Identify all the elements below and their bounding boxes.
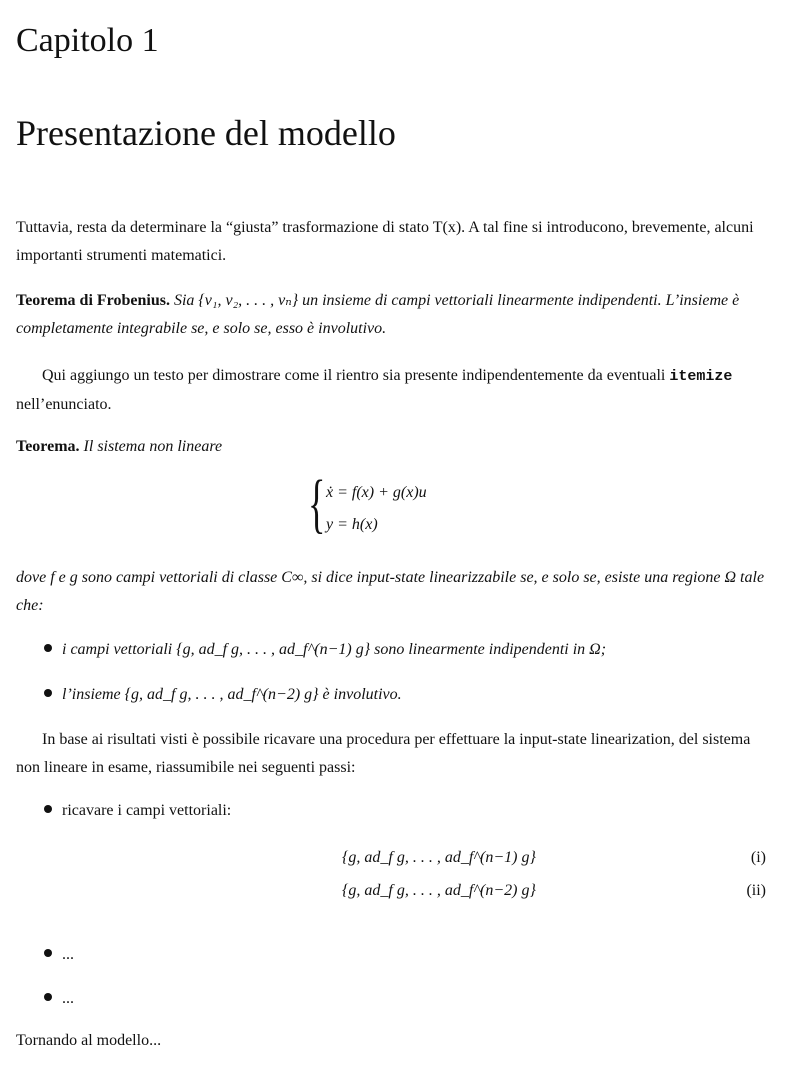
condition-item-1: [44, 636, 764, 664]
itemize-code: itemize: [669, 368, 733, 385]
procedure-paragraph: In base ai risultati visti è possibile ricavare una procedura per effettuare la input-state linearization, del sistema non lineare in esame, riassumibile nei seguenti passi:: [16, 731, 751, 776]
step-item-1: [44, 797, 764, 825]
frobenius-theorem: [16, 287, 776, 343]
equation-i: {g, ad_f g, . . . , ad_f^(n−1) g}: [342, 849, 536, 866]
theorem-head: Teorema.: [16, 438, 80, 455]
closing-line: Tornando al modello...: [16, 1032, 162, 1049]
step-text-1: ricavare i campi vettoriali:: [62, 802, 232, 819]
indent-paragraph: [16, 362, 776, 419]
frobenius-body: Sia {v₁, v₂, . . . , vₙ} un insieme di campi vettoriali linearmente indipendenti. L’insieme è completamente integrabile se, e solo se, esso è involutivo.: [16, 292, 740, 337]
step-item-2: [44, 941, 764, 969]
system-line-1: ẋ = f(x) + g(x)u: [326, 484, 427, 501]
equation-system: [308, 467, 508, 546]
condition-paragraph: dove f e g sono campi vettoriali di classe C∞, si dice input-state linearizzabile se, e solo se, esiste una regione Ω tale che:: [16, 569, 765, 614]
indent-paragraph-tail: nell’enunciato.: [16, 396, 112, 413]
condition-text-2: l’insieme {g, ad_f g, . . . , ad_f^(n−2) g} è involutivo.: [62, 686, 402, 703]
equation-tag-i: (i): [750, 849, 766, 866]
intro-paragraph: Tuttavia, resta da determinare la “giusta” trasformazione di stato T(x). A tal fine si introducono, brevemente, alcuni importanti strumenti matematici.: [16, 219, 754, 264]
equation-ii: {g, ad_f g, . . . , ad_f^(n−2) g}: [342, 882, 536, 899]
equation-tag-ii: (ii): [746, 882, 766, 899]
chapter-heading: Capitolo 1: [16, 22, 159, 59]
condition-item-2: [44, 681, 764, 709]
step-text-3: ...: [62, 990, 74, 1007]
step-item-3: [44, 985, 764, 1013]
indent-paragraph-text: Qui aggiungo un testo per dimostrare come il rientro sia presente indipendentemente da eventuali: [42, 367, 670, 384]
bullet-icon: [44, 644, 52, 652]
theorem: [16, 433, 776, 461]
bullet-icon: [44, 805, 52, 813]
system-line-2: y = h(x): [326, 516, 378, 533]
bullet-icon: [44, 949, 52, 957]
section-title: Presentazione del modello: [16, 113, 396, 153]
theorem-body: Il sistema non lineare: [83, 438, 223, 455]
left-brace: {: [308, 467, 326, 540]
step-text-2: ...: [62, 946, 74, 963]
bullet-icon: [44, 993, 52, 1001]
condition-text-1: i campi vettoriali {g, ad_f g, . . . , ad_f^(n−1) g} sono linearmente indipendenti in Ω;: [62, 641, 607, 658]
frobenius-head: Teorema di Frobenius.: [16, 292, 170, 309]
bullet-icon: [44, 689, 52, 697]
